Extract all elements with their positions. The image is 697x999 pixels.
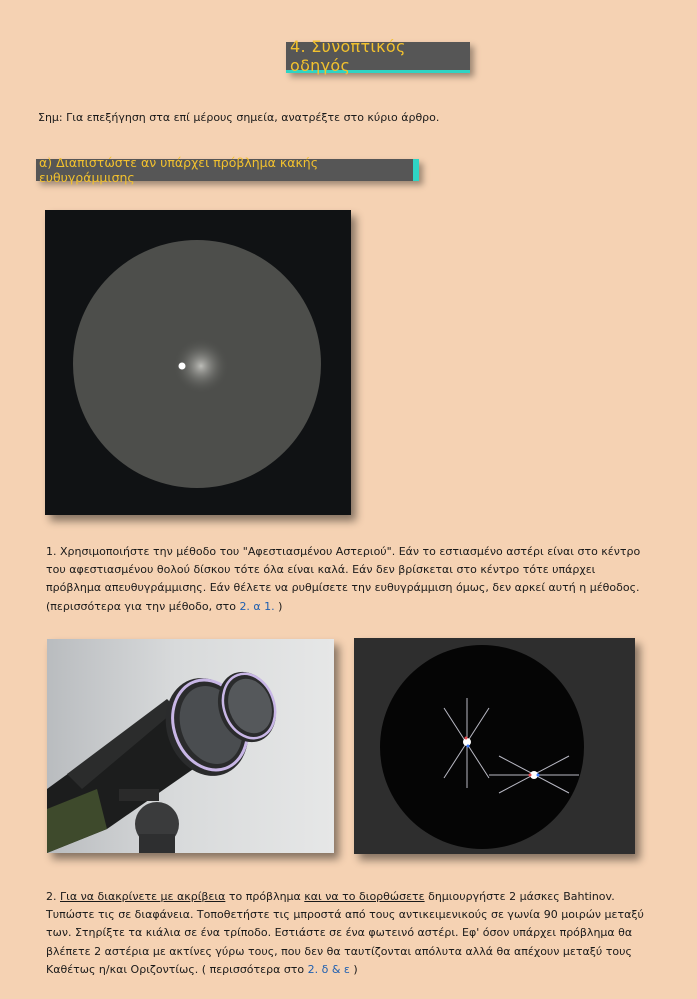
paragraph-1-link[interactable]: 2. α 1. xyxy=(239,599,275,613)
section-title xyxy=(286,37,470,75)
paragraph-2-underline-2: και να το διορθώσετε xyxy=(304,890,425,903)
binoculars-bahtinov-photo xyxy=(47,639,334,853)
paragraph-2-text-2: δημιουργήστε 2 μάσκες Bahtinov. Τυπώστε τις σε διαφάνεια. Τοποθετήστε τις μπροστά από τους αντικειμενικούς σε γωνία 90 μοιρών μεταξύ των. Στηρίξτε τα κιάλια σε ένα τρίποδο. Εστιάστε σε ένα φωτεινό αστέρι. Εφ' όσον υπάρχει πρόβλημα θα βλέπετε 2 αστέρια με ακτίνες γύρω τους, που δεν θα ταυτίζονται απόλυτα αλλά θα απέχουν μεταξύ τους Καθέτως η/και Οριζοντίως. ( περισσότερα στο xyxy=(46,890,644,976)
paragraph-1 xyxy=(46,543,646,616)
subsection-heading-a-text: α) Διαπιστώστε αν υπάρχει πρόβλημα κακής ευθυγράμμισης xyxy=(39,155,319,185)
section-title-text: 4. Συνοπτικός οδηγός xyxy=(290,37,406,75)
subsection-heading-a xyxy=(36,155,419,185)
paragraph-1-text: 1. Χρησιμοποιήστε την μέθοδο του "Αφεστιασμένου Αστεριού". Εάν το εστιασμένο αστέρι είναι στο κέντρο του αφεστιασμένου θολού δίσκου τότε όλα είναι καλά. Εάν δεν βρίσκεται στο κέντρο τότε υπάρχει πρόβλημα απευθυγράμμισης. Εάν θέλετε να ρυθμίσετε την ευθυγράμμιση όμως, δεν αρκεί αυτή η μέθοδος. (περισσότερα για την μέθοδο, στο xyxy=(46,545,641,613)
paragraph-2-underline-1: Για να διακρίνετε με ακρίβεια xyxy=(60,890,226,903)
paragraph-2-link[interactable]: 2. δ & ε xyxy=(307,962,350,976)
paragraph-2 xyxy=(46,888,646,979)
paragraph-1-end: ) xyxy=(278,599,283,613)
note-text: Σημ: Για επεξήγηση στα επί μέρους σημεία, ανατρέξτε στο κύριο άρθρο. xyxy=(38,111,440,124)
bahtinov-diffraction-image xyxy=(354,638,635,854)
paragraph-2-prefix: 2. xyxy=(46,890,57,903)
paragraph-2-text-1: το πρόβλημα xyxy=(228,890,301,903)
defocused-star-image xyxy=(45,210,351,515)
paragraph-2-end: ) xyxy=(353,962,358,976)
